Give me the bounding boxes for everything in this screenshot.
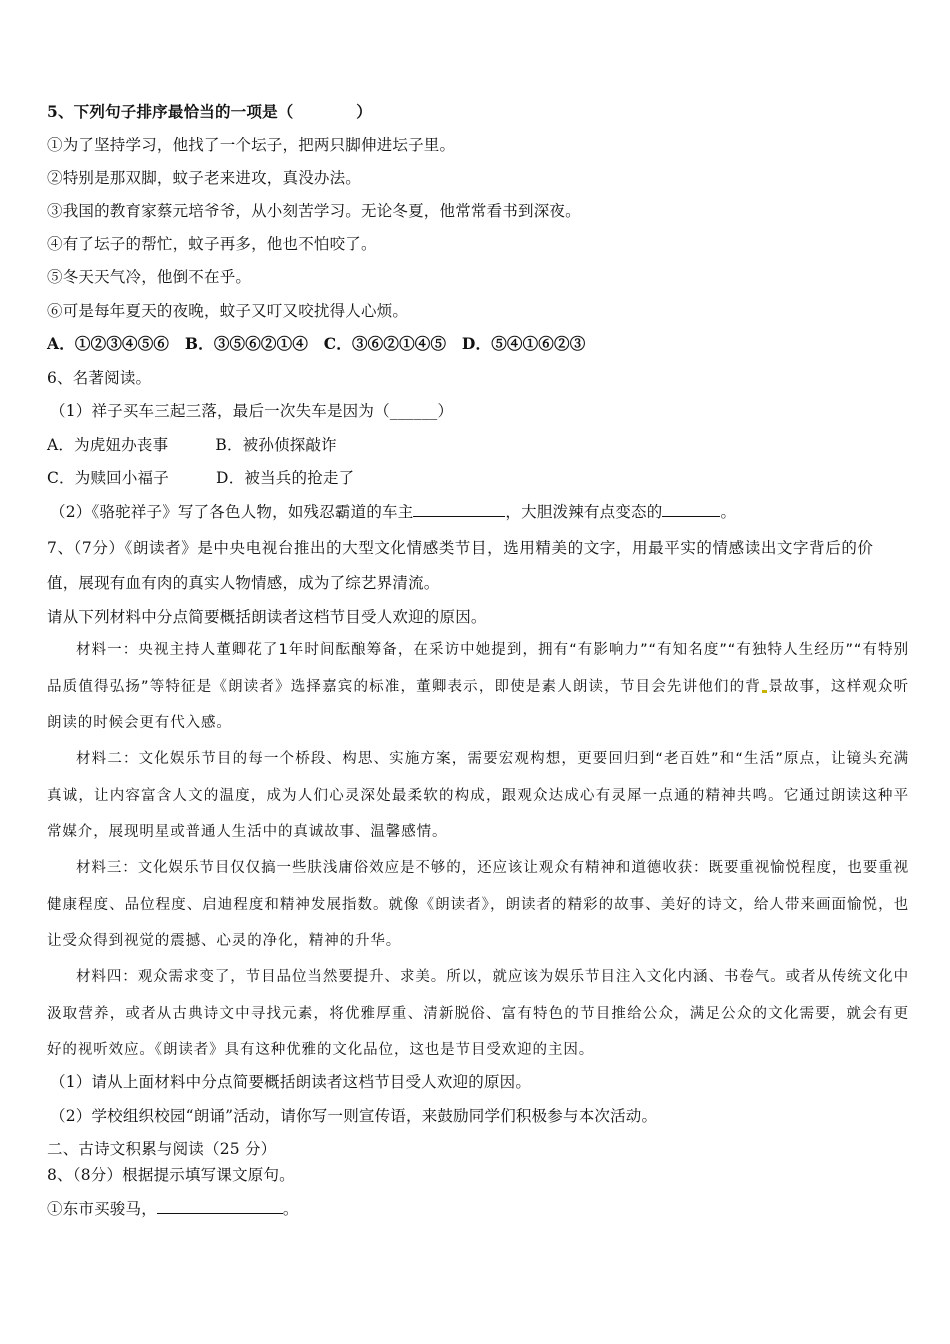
q6-blank-2 xyxy=(662,501,720,517)
q8-stem: 8、（8分）根据提示填写课文原句。 xyxy=(47,1166,295,1184)
q8-item-1-end: 。 xyxy=(282,1200,299,1218)
q5-sentence-3: ③我国的教育家蔡元培爷爷，从小刻苦学习。无论冬夏，他常常看书到深夜。 xyxy=(47,202,581,220)
q7-material-1 xyxy=(47,632,909,742)
q6-stem: 6、名著阅读。 xyxy=(47,369,152,387)
q6-options-cd: C．为赎回小福子 D．被当兵的抢走了 xyxy=(47,469,355,487)
q5-options: A．①②③④⑤⑥ B．③⑤⑥②①④ C．③⑥②①④⑤ D．⑤④①⑥②③ xyxy=(47,334,586,353)
section-2-heading: 二、古诗文积累与阅读（25 分） xyxy=(47,1140,277,1158)
q7-stem-line2: 值，展现有血有肉的真实人物情感，成为了综艺界清流。 xyxy=(47,574,440,592)
q8-blank-1 xyxy=(157,1198,283,1214)
q7-sub2: （2）学校组织校园“朗诵”活动，请你写一则宣传语，来鼓励同学们积极参与本次活动。 xyxy=(50,1107,658,1125)
q6-options-ab: A．为虎妞办丧事 B．被孙侦探敲诈 xyxy=(47,436,337,454)
q7-material-1-text-b: 景故事，这样观众听朗读的时候会更有代入感。 xyxy=(47,678,909,731)
q7-material-2: 材料二：文化娱乐节目的每一个桥段、构思、实施方案，需要宏观构想，更要回归到“老百姓”和“生活”原点，让镜头充满真诚，让内容富含人文的温度，成为人们心灵深处最柔软的构成，跟观众达成心有灵犀一点通的精神共鸣。它通过朗读这种平常媒介，展现明星或普通人生活中的真诚故事、温馨感情。 xyxy=(47,751,909,840)
q8-item-1-text: ①东市买骏马， xyxy=(47,1200,157,1218)
q6-sub2-text-b: ，大胆泼辣有点变态的 xyxy=(505,503,663,521)
q7-instruction: 请从下列材料中分点简要概括朗读者这档节目受人欢迎的原因。 xyxy=(47,608,487,626)
q6-sub1: （1）祥子买车三起三落，最后一次失车是因为（______） xyxy=(50,402,454,420)
q5-sentence-1: ①为了坚持学习，他找了一个坛子，把两只脚伸进坛子里。 xyxy=(47,136,456,154)
q7-stem-line1: 7、（7分）《朗读者》是中央电视台推出的大型文化情感类节目，选用精美的文字，用最平实的情感读出文字背后的价 xyxy=(47,539,874,557)
highlight-mark xyxy=(762,690,767,693)
q5-stem: 5、下列句子排序最恰当的一项是（ ） xyxy=(47,102,372,121)
q6-sub2-text-a: （2）《骆驼祥子》写了各色人物，如残忍霸道的车主 xyxy=(50,503,414,521)
q5-sentence-5: ⑤冬天天气冷，他倒不在乎。 xyxy=(47,268,252,286)
q7-sub1: （1）请从上面材料中分点简要概括朗读者这档节目受人欢迎的原因。 xyxy=(50,1073,532,1091)
q5-sentence-6: ⑥可是每年夏天的夜晚，蚊子又叮又咬扰得人心烦。 xyxy=(47,302,409,320)
q7-material-1-text-a: 材料一：央视主持人董卿花了1年时间酝酿筹备，在采访中她提到，拥有“有影响力”“有知名度”“有独特人生经历”“有特别品质值得弘扬”等特征是《朗读者》选择嘉宾的标准，董卿表示，即使是素人朗读，节目会先讲他们的背 xyxy=(47,642,909,695)
q7-material-3: 材料三：文化娱乐节目仅仅搞一些肤浅庸俗效应是不够的，还应该让观众有精神和道德收获：既要重视愉悦程度，也要重视健康程度、品位程度、启迪程度和精神发展指数。就像《朗读者》，朗读者的精彩的故事、美好的诗文，给人带来画面愉悦，也让受众得到视觉的震撼、心灵的净化，精神的升华。 xyxy=(47,860,909,949)
q5-sentence-2: ②特别是那双脚，蚊子老来进攻，真没办法。 xyxy=(47,169,362,187)
q7-material-4: 材料四：观众需求变了，节目品位当然要提升、求美。所以，就应该为娱乐节目注入文化内涵、书卷气。或者从传统文化中汲取营养，或者从古典诗文中寻找元素，将优雅厚重、清新脱俗、富有特色的节目推给公众，满足公众的文化需要，就会有更好的视听效应。《朗读者》具有这种优雅的文化品位，这也是节目受欢迎的主因。 xyxy=(47,969,909,1058)
q6-blank-1 xyxy=(413,501,505,517)
q6-sub2-text-c: 。 xyxy=(720,503,737,521)
q5-sentence-4: ④有了坛子的帮忙，蚊子再多，他也不怕咬了。 xyxy=(47,235,377,253)
q8-item-1 xyxy=(47,1198,299,1220)
q6-sub2 xyxy=(50,501,736,523)
